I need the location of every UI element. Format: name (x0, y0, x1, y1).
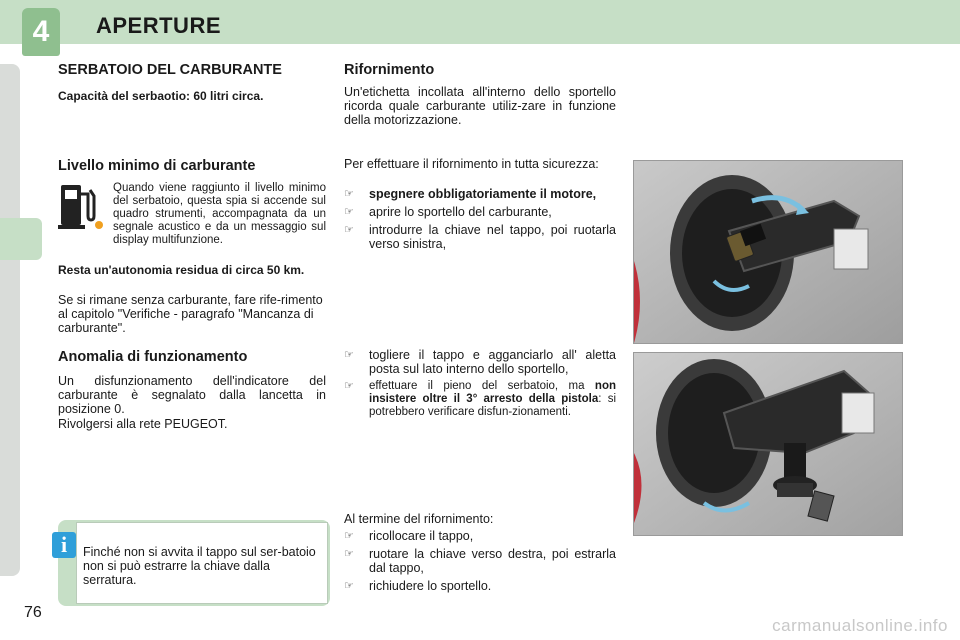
bullet-hand-icon: ☞ (344, 380, 354, 392)
run-out-text: Se si rimane senza carburante, fare rife-rimento al capitolo "Verifiche - paragrafo "Mancanza di carburante". (58, 293, 323, 335)
photo-fuel-cap-key (633, 160, 903, 344)
refuel-title: Rifornimento (344, 62, 435, 78)
info-text: Finché non si avvita il tappo sul ser-batoio non si può estrarre la chiave dalla serratura. (83, 545, 316, 587)
min-level-text: Quando viene raggiunto il livello minimo del serbatoio, questa spia si accende sul quadro strumenti, accompagnata da un segnale acustico e da un messaggio sul display multifunzione. (113, 182, 326, 246)
margin-strip (0, 64, 20, 576)
bullet-hand-icon: ☞ (344, 530, 354, 542)
watermark: carmanualsonline.info (772, 616, 948, 635)
tank-capacity: Capacità del serbaotio: 60 litri circa. (58, 89, 264, 103)
bullet-hand-icon: ☞ (344, 188, 354, 200)
photo-cap-hooked (633, 352, 903, 536)
safety-intro: Per effettuare il rifornimento in tutta sicurezza: (344, 157, 599, 171)
list-item (344, 223, 616, 251)
step-remove-cap: togliere il tappo e agganciarlo all' aletta posta sul lato interno dello sportello, (369, 348, 616, 376)
step-insert-key: introdurre la chiave nel tappo, poi ruotarla verso sinistra, (369, 223, 616, 251)
refuel-text: Un'etichetta incollata all'interno dello sportello ricorda quale carburante utiliz-zare in funzione della motorizzazione. (344, 85, 616, 127)
steps-a-list (344, 187, 616, 255)
step-close-flap: richiudere lo sportello. (369, 579, 492, 593)
step-stop-engine: spegnere obbligatoriamente il motore, (369, 187, 597, 201)
list-item (344, 205, 616, 219)
page-title: APERTURE (96, 13, 222, 38)
end-intro: Al termine del rifornimento: (344, 512, 494, 526)
steps-b-list (344, 348, 616, 423)
step-replace-cap: ricollocare il tappo, (369, 529, 474, 543)
malfunction-text: Un disfunzionamento dell'indicatore del carburante è segnalato dalla lancetta in posizione 0. (58, 374, 326, 416)
list-item (344, 348, 616, 376)
min-level-title: Livello minimo di carburante (58, 158, 256, 174)
list-item (344, 529, 616, 543)
list-item (344, 187, 616, 201)
list-item (344, 380, 616, 419)
list-item (344, 547, 616, 575)
step-fill-text: effettuare il pieno del serbatoio, ma (369, 380, 595, 392)
page-number: 76 (24, 604, 42, 621)
bullet-hand-icon: ☞ (344, 580, 354, 592)
chapter-number: 4 (22, 8, 60, 56)
step-open-flap: aprire lo sportello del carburante, (369, 205, 552, 219)
chapter-marker (0, 218, 42, 260)
list-item (344, 579, 616, 593)
info-icon: i (52, 532, 76, 558)
fuel-pump-icon (58, 182, 104, 232)
step-fill-warning: non insistere oltre il 3° arresto della pistola (369, 380, 616, 405)
bullet-hand-icon: ☞ (344, 206, 354, 218)
step-turn-key: ruotare la chiave verso destra, poi estrarla dal tappo, (369, 547, 616, 575)
contact-text: Rivolgersi alla rete PEUGEOT. (58, 417, 228, 431)
bullet-hand-icon: ☞ (344, 349, 354, 361)
malfunction-title: Anomalia di funzionamento (58, 349, 248, 365)
autonomy-text: Resta un'autonomia residua di circa 50 km. (58, 263, 305, 277)
steps-c-list (344, 529, 616, 597)
tank-section-title: SERBATOIO DEL CARBURANTE (58, 62, 282, 78)
bullet-hand-icon: ☞ (344, 548, 354, 560)
bullet-hand-icon: ☞ (344, 224, 354, 236)
step-fill-text-end: : si potrebbero verificare disfun-zionamenti. (369, 393, 616, 418)
